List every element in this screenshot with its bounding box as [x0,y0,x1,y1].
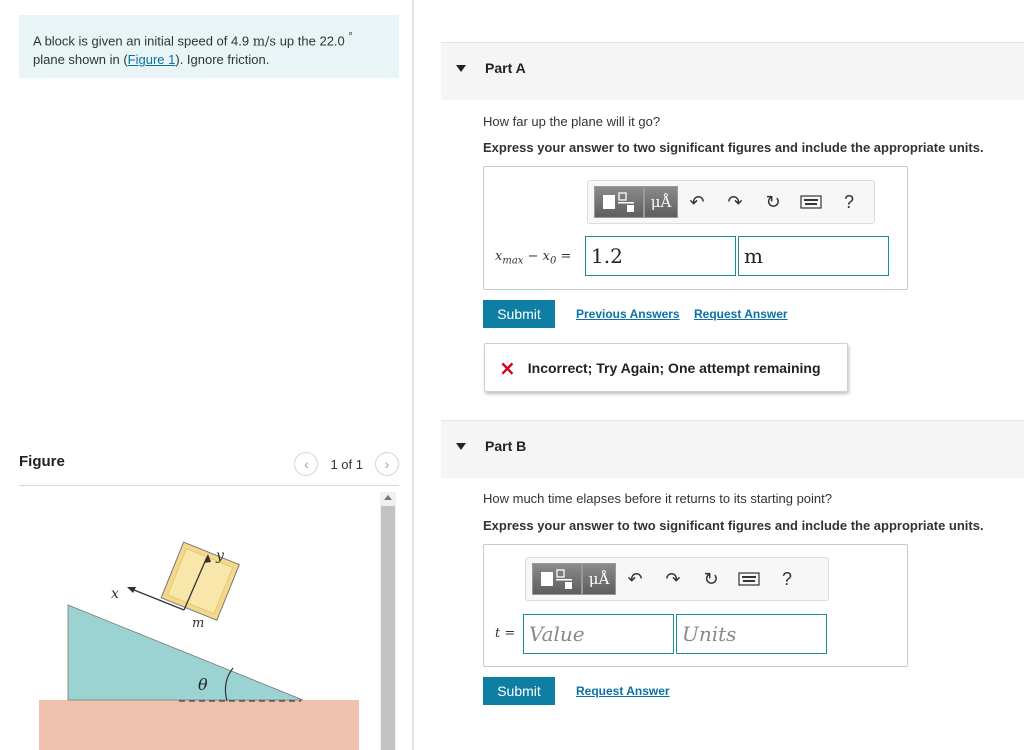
part-b-submit-button[interactable]: Submit [483,677,555,705]
collapse-triangle-icon[interactable] [456,443,466,450]
part-b-header[interactable] [441,420,1024,478]
figure-pager [294,452,399,476]
keyboard-icon[interactable] [730,563,768,595]
chevron-left-icon[interactable]: ‹ [294,452,318,476]
part-b-question: How much time elapses before it returns to its starting point? [483,491,832,506]
part-a-submit-button[interactable]: Submit [483,300,555,328]
var-x: x [495,249,503,264]
problem-text: plane shown in ( [33,52,128,68]
part-a-equation-label [495,249,571,267]
part-a-header[interactable] [441,42,1024,100]
figure-header [19,450,399,486]
sub-zero: 0 [549,255,557,267]
templates-icon [539,568,575,590]
units-symbol-button[interactable]: μÅ [582,563,616,595]
problem-statement [19,15,399,78]
figure-title: Figure [19,453,65,470]
reset-icon[interactable]: ↻ [703,568,719,589]
pager-text: 1 of 1 [330,456,363,472]
part-b-instruction: Express your answer to two significant figures and include the appropriate units. [483,518,984,533]
undo-icon[interactable]: ↶ [627,568,643,589]
problem-text: up the 22.0 [276,33,349,49]
scroll-up-icon[interactable] [384,495,392,500]
part-b-units-input[interactable]: Units [676,614,827,654]
units-symbol-button[interactable]: μÅ [644,186,678,218]
degree-symbol: ° [348,31,353,43]
minus-sign: − [523,249,543,264]
collapse-triangle-icon[interactable] [456,65,466,72]
mass-label: m [192,616,205,631]
figure-link[interactable]: Figure 1 [127,52,176,68]
theta-label: θ [198,675,208,694]
part-b-value-input[interactable]: Value [523,614,674,654]
part-b-equation-label: t = [495,626,516,641]
templates-icon [601,191,637,213]
part-a-toolbar [587,180,875,224]
part-a-request-answer-link[interactable]: Request Answer [694,307,788,321]
equals-sign: = [556,249,572,264]
previous-answers-link[interactable]: Previous Answers [576,307,680,321]
figure-scrollbar[interactable] [380,492,396,750]
part-a-title: Part A [485,60,526,76]
speed-unit: m/s [252,34,277,50]
reset-icon[interactable]: ↻ [765,191,781,212]
part-b-request-answer-link[interactable]: Request Answer [576,684,670,698]
incorrect-icon: × [499,355,516,380]
scroll-thumb[interactable] [381,506,395,750]
redo-icon[interactable]: ↷ [665,568,681,589]
part-a-instruction: Express your answer to two significant figures and include the appropriate units. [483,140,984,155]
part-b-answer-box [483,544,908,667]
part-a-value-input[interactable]: 1.2 [585,236,736,276]
problem-text: ). Ignore friction. [175,52,270,68]
part-a-answer-box [483,166,908,290]
y-axis-label: y [216,548,224,564]
templates-button[interactable] [594,186,644,218]
ground [39,700,359,750]
feedback-text: Incorrect; Try Again; One attempt remaining [527,359,821,376]
part-a-units-input[interactable]: m [738,236,889,276]
x-axis-label: x [111,586,119,602]
figure-diagram [19,492,379,750]
sub-max: max [502,255,524,267]
feedback-message [484,343,848,392]
problem-text: A block is given an initial speed of 4.9 [33,33,253,49]
help-icon[interactable]: ? [781,568,792,589]
incline-diagram [19,492,379,750]
undo-icon[interactable]: ↶ [689,191,705,212]
part-b-title: Part B [485,438,527,454]
redo-icon[interactable]: ↷ [727,191,743,212]
ramp [68,605,303,700]
keyboard-icon[interactable] [792,186,830,218]
part-b-toolbar [525,557,829,601]
left-panel [0,0,412,750]
column-divider [412,0,414,750]
templates-button[interactable] [532,563,582,595]
var-x0: x [542,249,550,264]
chevron-right-icon[interactable]: › [375,452,399,476]
block [161,542,239,620]
part-a-question: How far up the plane will it go? [483,114,661,129]
help-icon[interactable]: ? [843,191,854,212]
